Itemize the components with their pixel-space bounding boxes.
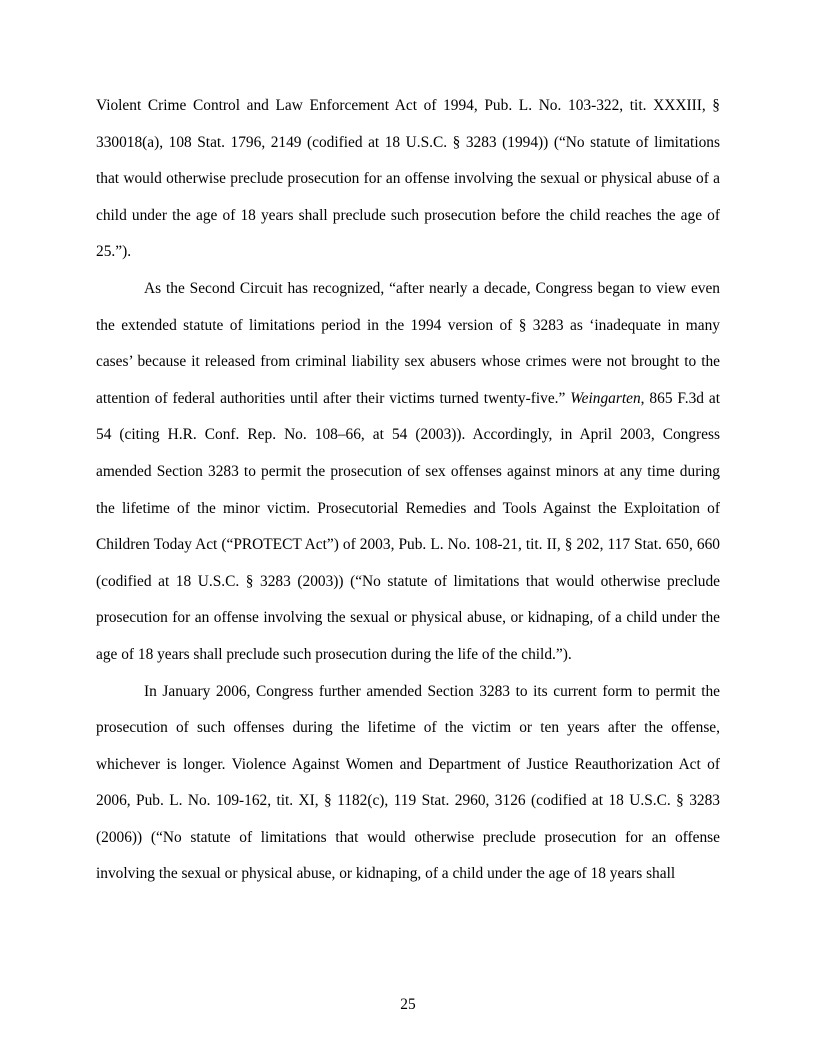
case-citation-weingarten: Weingarten (570, 389, 641, 407)
paragraph-continuation: Violent Crime Control and Law Enforcement Act of 1994, Pub. L. No. 103-322, tit. XXXIII, § 330018(a), 108 Stat. 1796, 2149 (codified at 18 U.S.C. § 3283 (1994)) (“No statute of limitations that would otherwise preclude prosecution for an offense involving the sexual or physical abuse of a child under the age of 18 years shall preclude such prosecution before the child reaches the age of 25.”). (96, 97, 720, 261)
paragraph-second-circuit-text-a: As the Second Circuit has recognized, “after nearly a decade, Congress began to view even the extended statute of limitations period in the 1994 version of § 3283 as ‘inadequate in many cases’ because it released from criminal liability sex abusers whose crimes were not brought to the attention of federal authorities until after their victims turned twenty-five.” (96, 279, 720, 407)
page-number: 25 (400, 996, 416, 1013)
paragraph-second-circuit (96, 271, 720, 674)
paragraph-january-2006: In January 2006, Congress further amended Section 3283 to its current form to permit the prosecution of such offenses during the lifetime of the victim or ten years after the offense, whichever is longer. Violence Against Women and Department of Justice Reauthorization Act of 2006, Pub. L. No. 109-162, tit. XI, § 1182(c), 119 Stat. 2960, 3126 (codified at 18 U.S.C. § 3283 (2006)) (“No statute of limitations that would otherwise preclude prosecution for an offense involving the sexual or physical abuse, or kidnaping, of a child under the age of 18 years shall (96, 682, 720, 883)
paragraph-second-circuit-text-b: , 865 F.3d at 54 (citing H.R. Conf. Rep. No. 108–66, at 54 (2003)). Accordingly, in April 2003, Congress amended Section 3283 to permit the prosecution of sex offenses against minors at any time during the lifetime of the minor victim. Prosecutorial Remedies and Tools Against the Exploitation of Children Today Act (“PROTECT Act”) of 2003, Pub. L. No. 108-21, tit. II, § 202, 117 Stat. 650, 660 (codified at 18 U.S.C. § 3283 (2003)) (“No statute of limitations that would otherwise preclude prosecution for an offense involving the sexual or physical abuse, or kidnaping, of a child under the age of 18 years shall preclude such prosecution during the life of the child.”). (96, 389, 720, 663)
page-body (96, 88, 720, 893)
